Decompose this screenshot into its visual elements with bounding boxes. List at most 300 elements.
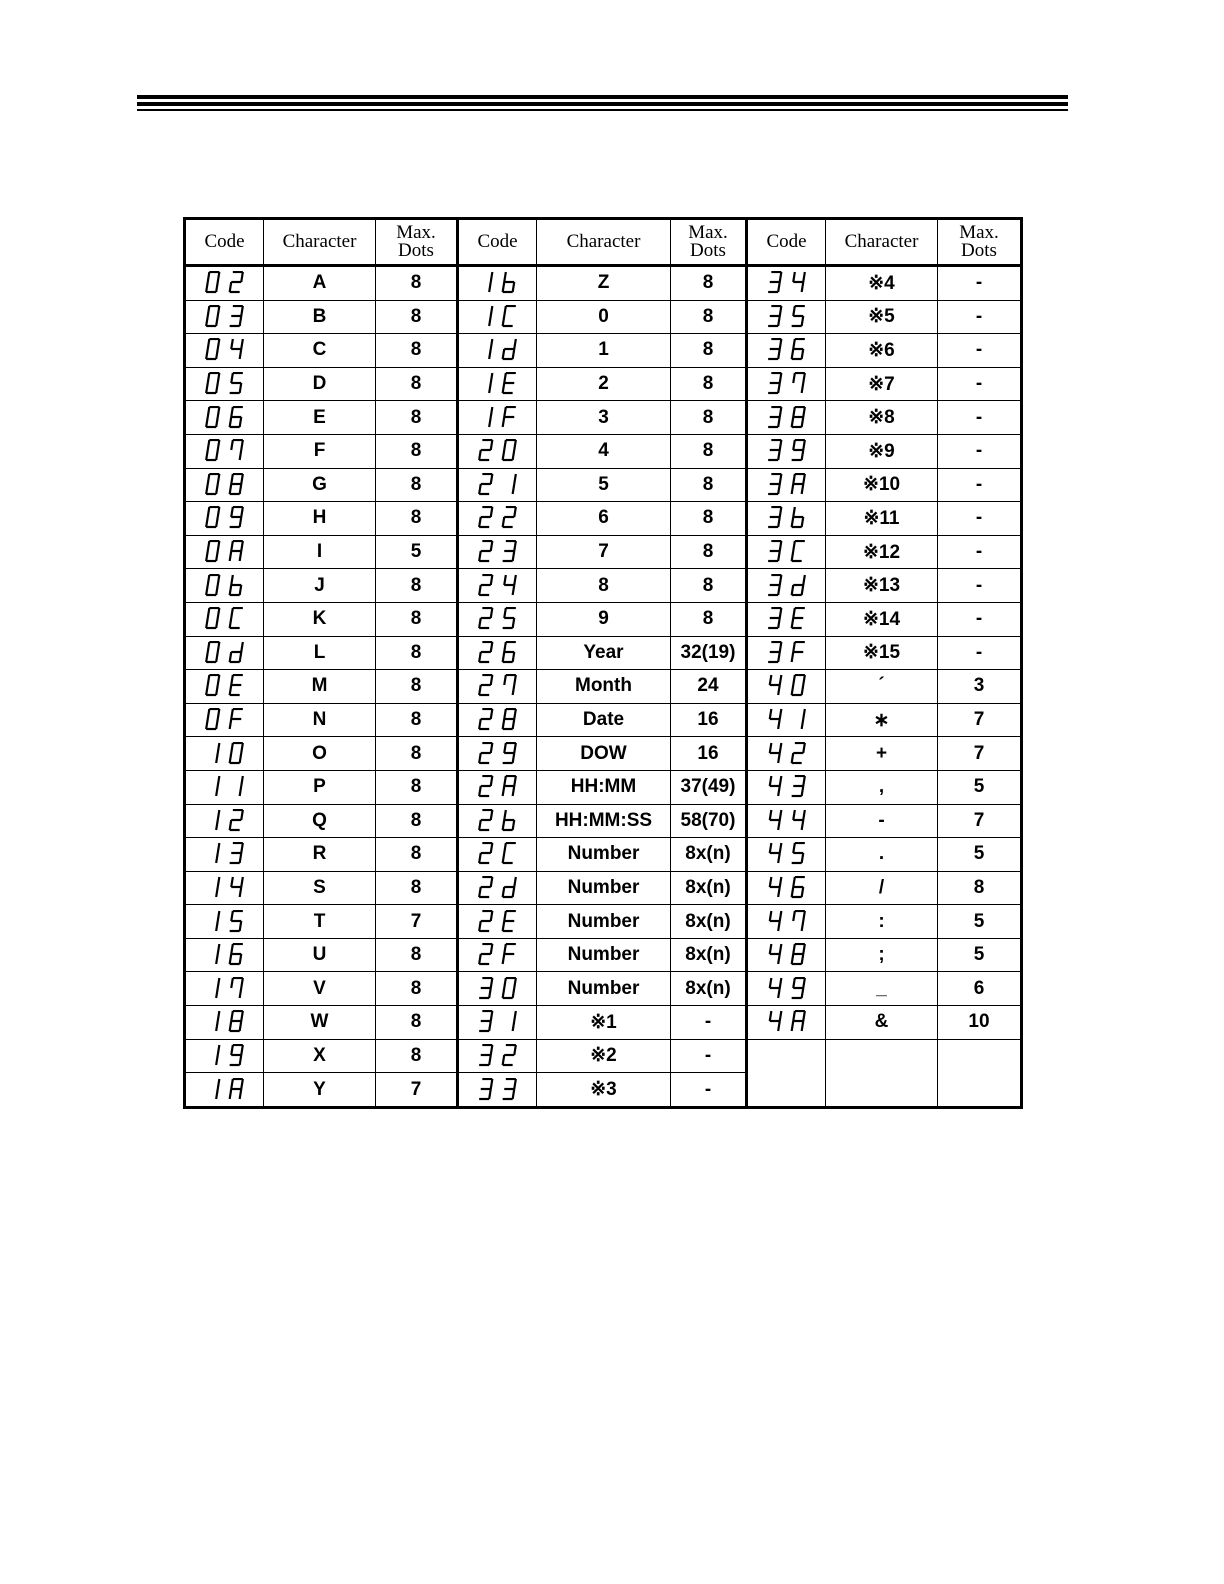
max-dots-cell: -: [938, 468, 1022, 502]
code-cell: [458, 502, 537, 536]
max-dots-cell: 8: [376, 602, 458, 636]
max-dots-cell: 8: [671, 535, 747, 569]
character-cell: ※14: [826, 602, 938, 636]
max-dots-cell: 8: [376, 569, 458, 603]
max-dots-cell: -: [671, 1039, 747, 1073]
code-cell: [185, 972, 264, 1006]
character-cell: HH:MM:SS: [537, 804, 671, 838]
seven-segment-code: [766, 742, 807, 766]
character-cell: Year: [537, 636, 671, 670]
table-row: [185, 871, 1022, 905]
seven-segment-code: [204, 910, 245, 934]
max-dots-cell: 8x(n): [671, 871, 747, 905]
seven-segment-code: [477, 775, 518, 799]
max-dots-cell: 8: [671, 334, 747, 368]
seven-segment-code: [477, 372, 518, 396]
seven-segment-code: [204, 809, 245, 833]
code-cell: [747, 737, 826, 771]
character-code-table: [183, 217, 1023, 1109]
max-dots-cell: 8: [376, 938, 458, 972]
character-cell: 8: [537, 569, 671, 603]
max-dots-cell: -: [671, 1006, 747, 1040]
header-code: Code: [458, 219, 537, 266]
code-cell: [458, 266, 537, 301]
character-cell: 5: [537, 468, 671, 502]
code-cell: [747, 770, 826, 804]
table-row: [185, 636, 1022, 670]
max-dots-cell: 8: [376, 636, 458, 670]
code-cell: [458, 871, 537, 905]
table-row: [185, 804, 1022, 838]
max-dots-cell: -: [938, 401, 1022, 435]
table-row: [185, 367, 1022, 401]
character-cell: /: [826, 871, 938, 905]
character-cell: K: [264, 602, 376, 636]
character-cell: 7: [537, 535, 671, 569]
character-cell: F: [264, 434, 376, 468]
max-dots-cell: 8: [376, 737, 458, 771]
header-rule-thick: [137, 95, 1068, 99]
max-dots-cell: 58(70): [671, 804, 747, 838]
code-cell: [458, 804, 537, 838]
seven-segment-code: [204, 641, 245, 665]
max-dots-cell: 8: [671, 502, 747, 536]
character-cell: 1: [537, 334, 671, 368]
max-dots-cell: 8: [671, 468, 747, 502]
max-dots-cell: -: [938, 636, 1022, 670]
seven-segment-code: [766, 775, 807, 799]
character-cell: ※12: [826, 535, 938, 569]
header-code: Code: [747, 219, 826, 266]
empty-cell: [747, 1039, 826, 1107]
seven-segment-code: [477, 506, 518, 530]
seven-segment-code: [477, 674, 518, 698]
character-cell: D: [264, 367, 376, 401]
seven-segment-code: [766, 439, 807, 463]
max-dots-cell: 5: [938, 938, 1022, 972]
seven-segment-code: [766, 1010, 807, 1034]
code-cell: [458, 770, 537, 804]
code-cell: [747, 804, 826, 838]
code-cell: [458, 535, 537, 569]
seven-segment-code: [766, 943, 807, 967]
table-row: [185, 569, 1022, 603]
code-cell: [747, 334, 826, 368]
code-cell: [185, 1039, 264, 1073]
character-cell: Y: [264, 1073, 376, 1108]
character-cell: G: [264, 468, 376, 502]
code-cell: [185, 1073, 264, 1108]
empty-cell: [826, 1039, 938, 1107]
code-cell: [458, 636, 537, 670]
code-cell: [747, 938, 826, 972]
seven-segment-code: [766, 842, 807, 866]
code-cell: [747, 1006, 826, 1040]
table-row: [185, 703, 1022, 737]
seven-segment-code: [204, 1044, 245, 1068]
code-cell: [458, 434, 537, 468]
character-cell: 6: [537, 502, 671, 536]
code-cell: [458, 334, 537, 368]
seven-segment-code: [477, 473, 518, 497]
max-dots-cell: 8x(n): [671, 838, 747, 872]
max-dots-cell: 7: [376, 1073, 458, 1108]
seven-segment-code: [204, 775, 245, 799]
code-cell: [747, 871, 826, 905]
max-dots-cell: 6: [938, 972, 1022, 1006]
character-cell: Month: [537, 670, 671, 704]
character-cell: ;: [826, 938, 938, 972]
max-dots-cell: 8: [938, 871, 1022, 905]
seven-segment-code: [477, 406, 518, 430]
character-cell: ※5: [826, 300, 938, 334]
character-cell: C: [264, 334, 376, 368]
code-cell: [747, 569, 826, 603]
code-cell: [185, 871, 264, 905]
character-cell: HH:MM: [537, 770, 671, 804]
code-cell: [747, 266, 826, 301]
seven-segment-code: [766, 641, 807, 665]
table-row: [185, 401, 1022, 435]
code-cell: [185, 569, 264, 603]
code-cell: [185, 434, 264, 468]
table-row: [185, 468, 1022, 502]
character-cell: U: [264, 938, 376, 972]
seven-segment-code: [477, 910, 518, 934]
code-cell: [185, 770, 264, 804]
code-cell: [185, 468, 264, 502]
max-dots-cell: 5: [376, 535, 458, 569]
seven-segment-code: [477, 842, 518, 866]
max-dots-cell: -: [938, 602, 1022, 636]
code-cell: [747, 670, 826, 704]
max-dots-cell: 8: [376, 468, 458, 502]
code-cell: [747, 972, 826, 1006]
code-cell: [185, 367, 264, 401]
max-dots-cell: 8x(n): [671, 905, 747, 939]
code-cell: [185, 502, 264, 536]
seven-segment-code: [477, 977, 518, 1001]
character-cell: ※8: [826, 401, 938, 435]
seven-segment-code: [766, 708, 807, 732]
seven-segment-code: [766, 674, 807, 698]
max-dots-cell: 8: [376, 972, 458, 1006]
max-dots-cell: 8: [376, 838, 458, 872]
seven-segment-code: [477, 439, 518, 463]
code-cell: [747, 502, 826, 536]
max-dots-cell: 7: [938, 703, 1022, 737]
seven-segment-code: [766, 977, 807, 1001]
table-row: [185, 938, 1022, 972]
max-dots-cell: 8: [376, 434, 458, 468]
max-dots-cell: 8: [671, 367, 747, 401]
max-dots-cell: -: [938, 535, 1022, 569]
character-cell: S: [264, 871, 376, 905]
seven-segment-code: [204, 842, 245, 866]
table-row: [185, 670, 1022, 704]
table-row: [185, 1006, 1022, 1040]
seven-segment-code: [204, 271, 245, 295]
table-header-row: [185, 219, 1022, 266]
character-cell: ※2: [537, 1039, 671, 1073]
table-row: [185, 266, 1022, 301]
character-cell: 4: [537, 434, 671, 468]
code-cell: [747, 434, 826, 468]
character-cell: Number: [537, 972, 671, 1006]
seven-segment-code: [477, 1010, 518, 1034]
max-dots-cell: 8: [376, 502, 458, 536]
seven-segment-code: [204, 943, 245, 967]
seven-segment-code: [204, 977, 245, 1001]
code-cell: [458, 838, 537, 872]
seven-segment-code: [477, 607, 518, 631]
seven-segment-code: [204, 473, 245, 497]
code-cell: [458, 905, 537, 939]
max-dots-cell: 16: [671, 737, 747, 771]
header-character: Character: [264, 219, 376, 266]
character-cell: &: [826, 1006, 938, 1040]
max-dots-cell: -: [671, 1073, 747, 1108]
seven-segment-code: [477, 271, 518, 295]
seven-segment-code: [766, 506, 807, 530]
max-dots-cell: 32(19): [671, 636, 747, 670]
character-cell: ※9: [826, 434, 938, 468]
character-cell: J: [264, 569, 376, 603]
max-dots-cell: -: [938, 502, 1022, 536]
character-cell: ´: [826, 670, 938, 704]
seven-segment-code: [204, 1078, 245, 1102]
max-dots-cell: 16: [671, 703, 747, 737]
header-character: Character: [537, 219, 671, 266]
seven-segment-code: [477, 943, 518, 967]
seven-segment-code: [766, 540, 807, 564]
character-cell: Q: [264, 804, 376, 838]
code-cell: [185, 938, 264, 972]
max-dots-cell: 8x(n): [671, 938, 747, 972]
code-cell: [458, 1039, 537, 1073]
seven-segment-code: [477, 1078, 518, 1102]
seven-segment-code: [477, 540, 518, 564]
seven-segment-code: [477, 338, 518, 362]
code-cell: [458, 569, 537, 603]
character-cell: ※7: [826, 367, 938, 401]
character-cell: 2: [537, 367, 671, 401]
seven-segment-code: [204, 876, 245, 900]
max-dots-cell: 8: [671, 569, 747, 603]
code-cell: [458, 468, 537, 502]
seven-segment-code: [477, 708, 518, 732]
header-character: Character: [826, 219, 938, 266]
seven-segment-code: [766, 406, 807, 430]
table-row: [185, 334, 1022, 368]
seven-segment-code: [204, 607, 245, 631]
table-row: [185, 905, 1022, 939]
code-cell: [185, 334, 264, 368]
seven-segment-code: [204, 540, 245, 564]
code-cell: [458, 1073, 537, 1108]
table-row: [185, 502, 1022, 536]
character-cell: T: [264, 905, 376, 939]
code-cell: [458, 401, 537, 435]
seven-segment-code: [204, 708, 245, 732]
character-cell: B: [264, 300, 376, 334]
character-cell: W: [264, 1006, 376, 1040]
max-dots-cell: 8: [376, 334, 458, 368]
code-cell: [747, 300, 826, 334]
character-cell: Number: [537, 838, 671, 872]
max-dots-cell: 8: [376, 266, 458, 301]
code-cell: [458, 602, 537, 636]
code-cell: [458, 737, 537, 771]
character-cell: Z: [537, 266, 671, 301]
character-cell: +: [826, 737, 938, 771]
max-dots-cell: 10: [938, 1006, 1022, 1040]
code-cell: [185, 636, 264, 670]
character-cell: ※3: [537, 1073, 671, 1108]
code-cell: [185, 401, 264, 435]
table-row: [185, 434, 1022, 468]
code-cell: [747, 401, 826, 435]
code-cell: [747, 905, 826, 939]
header-rules: [137, 95, 1068, 111]
character-cell: I: [264, 535, 376, 569]
seven-segment-code: [477, 305, 518, 329]
code-cell: [458, 1006, 537, 1040]
code-cell: [747, 703, 826, 737]
code-cell: [458, 367, 537, 401]
seven-segment-code: [766, 607, 807, 631]
max-dots-cell: -: [938, 300, 1022, 334]
code-cell: [458, 703, 537, 737]
max-dots-cell: 8: [376, 770, 458, 804]
character-cell: P: [264, 770, 376, 804]
max-dots-cell: -: [938, 434, 1022, 468]
character-cell: Date: [537, 703, 671, 737]
max-dots-cell: 8: [671, 266, 747, 301]
seven-segment-code: [204, 338, 245, 362]
character-cell: 0: [537, 300, 671, 334]
character-cell: ※15: [826, 636, 938, 670]
seven-segment-code: [477, 876, 518, 900]
max-dots-cell: 8: [671, 602, 747, 636]
seven-segment-code: [477, 641, 518, 665]
seven-segment-code: [204, 1010, 245, 1034]
max-dots-cell: 8: [376, 367, 458, 401]
max-dots-cell: 8: [671, 434, 747, 468]
code-cell: [185, 838, 264, 872]
character-cell: H: [264, 502, 376, 536]
code-cell: [747, 468, 826, 502]
max-dots-cell: 8: [376, 300, 458, 334]
header-max-dots: Max. Dots: [938, 219, 1022, 266]
seven-segment-code: [204, 674, 245, 698]
seven-segment-code: [766, 574, 807, 598]
code-cell: [747, 367, 826, 401]
max-dots-cell: 7: [938, 737, 1022, 771]
max-dots-cell: 5: [938, 770, 1022, 804]
code-cell: [185, 737, 264, 771]
seven-segment-code: [766, 372, 807, 396]
max-dots-cell: 7: [376, 905, 458, 939]
character-cell: :: [826, 905, 938, 939]
seven-segment-code: [766, 473, 807, 497]
code-cell: [185, 300, 264, 334]
max-dots-cell: -: [938, 569, 1022, 603]
seven-segment-code: [766, 876, 807, 900]
seven-segment-code: [766, 809, 807, 833]
code-cell: [458, 972, 537, 1006]
character-cell: _: [826, 972, 938, 1006]
character-cell: -: [826, 804, 938, 838]
max-dots-cell: 8: [376, 703, 458, 737]
character-cell: ,: [826, 770, 938, 804]
max-dots-cell: 37(49): [671, 770, 747, 804]
character-cell: .: [826, 838, 938, 872]
code-cell: [185, 1006, 264, 1040]
seven-segment-code: [766, 305, 807, 329]
code-cell: [185, 905, 264, 939]
seven-segment-code: [477, 1044, 518, 1068]
header-code: Code: [185, 219, 264, 266]
max-dots-cell: 5: [938, 838, 1022, 872]
max-dots-cell: 7: [938, 804, 1022, 838]
code-cell: [185, 535, 264, 569]
character-cell: L: [264, 636, 376, 670]
code-cell: [185, 266, 264, 301]
character-cell: N: [264, 703, 376, 737]
character-cell: Number: [537, 871, 671, 905]
header-max-dots: Max. Dots: [671, 219, 747, 266]
character-cell: ※10: [826, 468, 938, 502]
seven-segment-code: [204, 574, 245, 598]
character-cell: E: [264, 401, 376, 435]
max-dots-cell: -: [938, 266, 1022, 301]
seven-segment-code: [477, 742, 518, 766]
header-rule-thick: [137, 102, 1068, 106]
character-cell: 9: [537, 602, 671, 636]
character-cell: R: [264, 838, 376, 872]
code-cell: [747, 636, 826, 670]
seven-segment-code: [766, 338, 807, 362]
max-dots-cell: 3: [938, 670, 1022, 704]
seven-segment-code: [766, 910, 807, 934]
table-row: [185, 300, 1022, 334]
character-cell: ※6: [826, 334, 938, 368]
max-dots-cell: 8: [376, 1006, 458, 1040]
character-cell: ※1: [537, 1006, 671, 1040]
seven-segment-code: [204, 305, 245, 329]
max-dots-cell: 8: [376, 401, 458, 435]
character-cell: DOW: [537, 737, 671, 771]
character-cell: 3: [537, 401, 671, 435]
character-cell: V: [264, 972, 376, 1006]
code-cell: [747, 838, 826, 872]
character-cell: ※4: [826, 266, 938, 301]
character-cell: M: [264, 670, 376, 704]
character-cell: Number: [537, 938, 671, 972]
header-rule-thin: [137, 109, 1068, 111]
seven-segment-code: [204, 439, 245, 463]
seven-segment-code: [204, 372, 245, 396]
code-cell: [185, 703, 264, 737]
max-dots-cell: 8: [671, 300, 747, 334]
max-dots-cell: 8x(n): [671, 972, 747, 1006]
table-row: [185, 838, 1022, 872]
character-cell: Number: [537, 905, 671, 939]
table-row: [185, 972, 1022, 1006]
max-dots-cell: 8: [376, 871, 458, 905]
code-cell: [458, 300, 537, 334]
